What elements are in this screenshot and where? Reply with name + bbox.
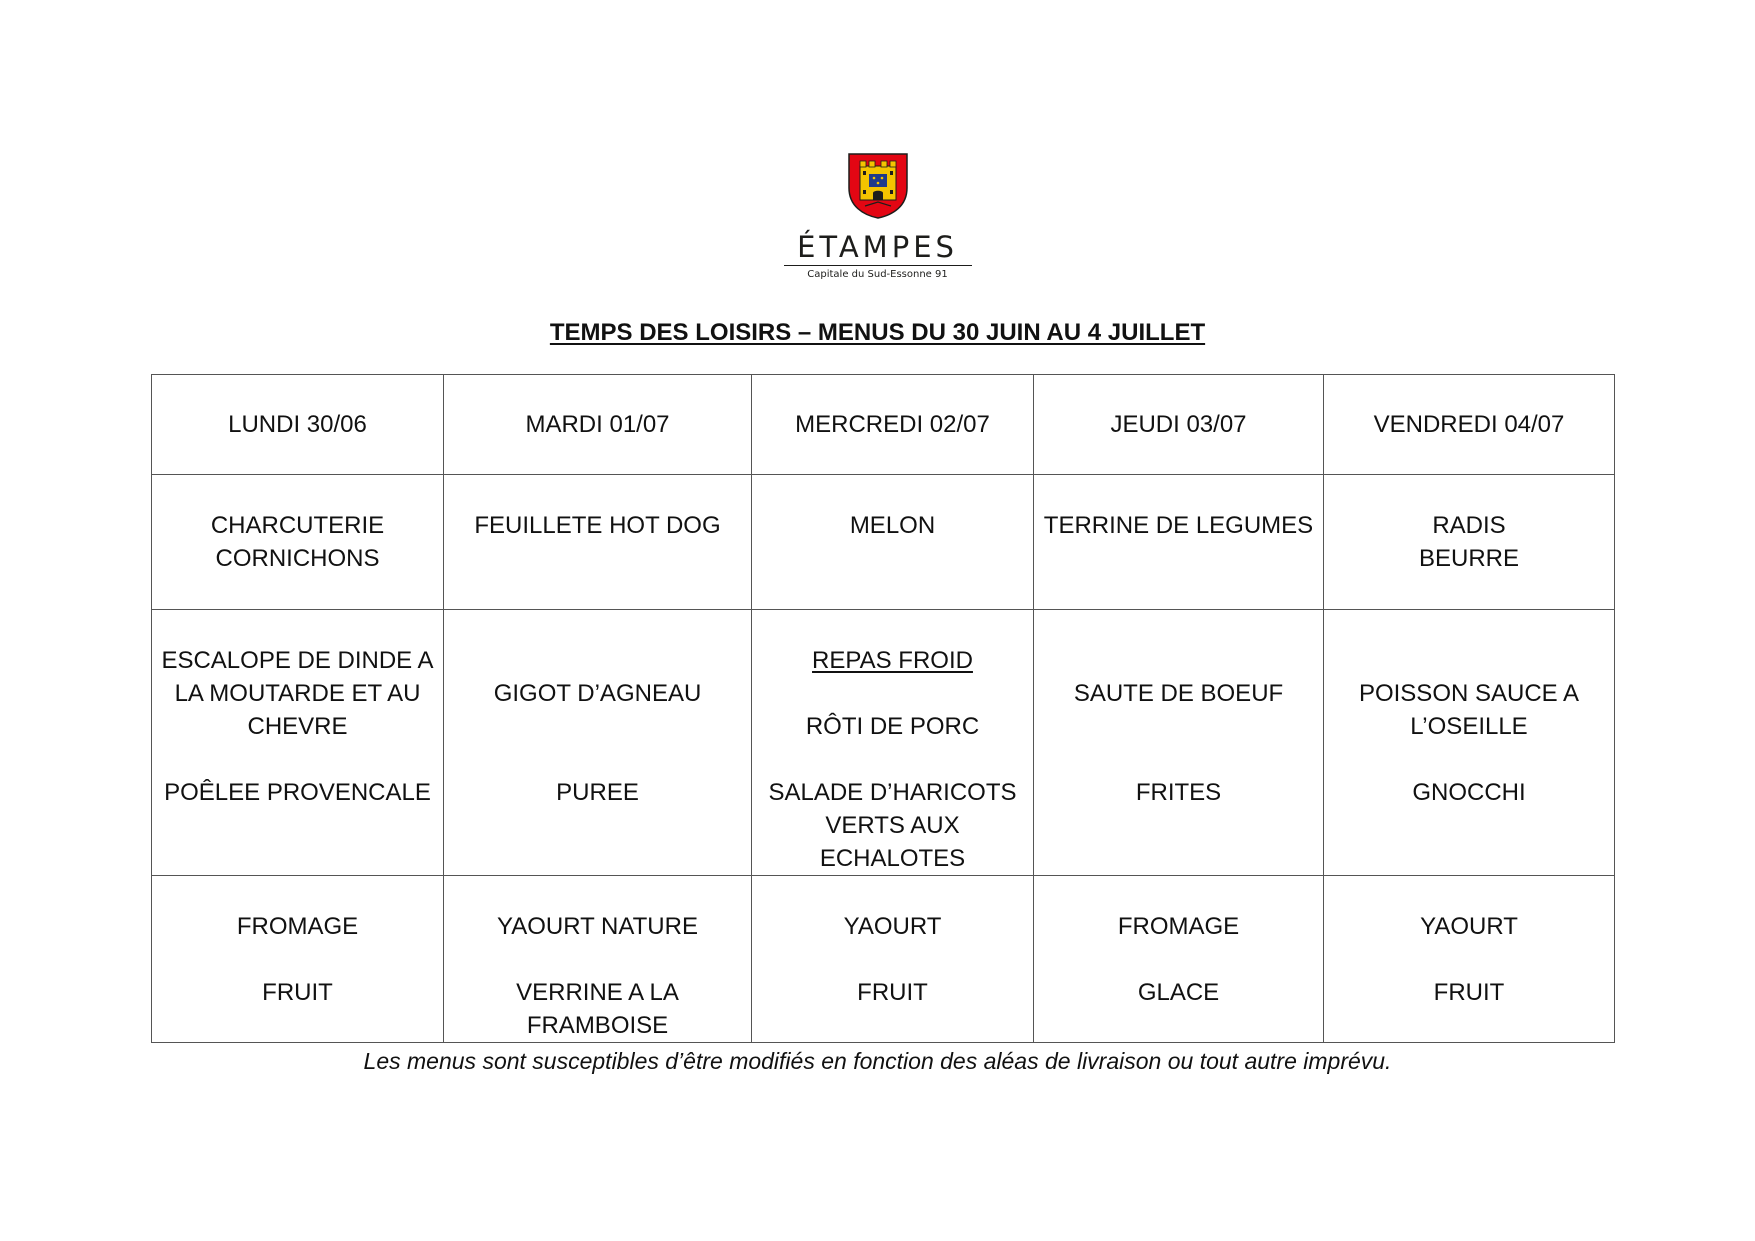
etampes-crest-icon (847, 152, 909, 220)
dairy-item: YAOURT (843, 913, 942, 940)
starter-cell-tuesday (444, 475, 752, 610)
day-header-thursday: JEUDI 03/07 (1034, 375, 1324, 475)
city-tagline: Capitale du Sud-Essonne 91 (807, 269, 948, 280)
dessert-item: VERRINE A LA FRAMBOISE (516, 979, 679, 1039)
day-header-tuesday: MARDI 01/07 (444, 375, 752, 475)
starter-item: CHARCUTERIE (210, 512, 385, 539)
dessert-cell-friday (1324, 876, 1615, 1043)
starter-cell-friday (1324, 475, 1615, 610)
main-course-row (152, 610, 1615, 876)
logo-divider (784, 265, 972, 266)
dairy-item: YAOURT NATURE (497, 913, 698, 940)
starter-cell-wednesday (752, 475, 1034, 610)
dessert-item: FRUIT (1433, 979, 1505, 1006)
side-dish: POÊLEE PROVENCALE (164, 779, 431, 806)
starter-item: MELON (849, 512, 936, 539)
starter-item: RADIS (1432, 512, 1506, 539)
side-dish: SALADE D’HARICOTS VERTS AUX ECHALOTES (768, 779, 1017, 872)
main-dish: SAUTE DE BOEUF (1073, 680, 1284, 707)
main-cell-friday (1324, 610, 1615, 876)
city-name: ÉTAMPES (797, 230, 958, 264)
main-dish: RÔTI DE PORC (805, 713, 980, 740)
main-dish: GIGOT D’AGNEAU (493, 680, 702, 707)
main-cell-tuesday (444, 610, 752, 876)
dessert-cell-thursday (1034, 876, 1324, 1043)
main-dish: POISSON SAUCE A L’OSEILLE (1358, 680, 1580, 740)
dessert-item: GLACE (1137, 979, 1220, 1006)
dessert-item: FRUIT (262, 979, 333, 1006)
starter-cell-thursday (1034, 475, 1324, 610)
menu-disclaimer: Les menus sont susceptibles d’être modifiés en fonction des aléas de livraison ou tout autre imprévu. (363, 1048, 1392, 1074)
main-cell-thursday (1034, 610, 1324, 876)
starter-cell-monday (152, 475, 444, 610)
day-header-wednesday: MERCREDI 02/07 (752, 375, 1034, 475)
dessert-cell-wednesday (752, 876, 1034, 1043)
dessert-item: FRUIT (857, 979, 928, 1006)
starters-row (152, 475, 1615, 610)
cold-meal-label: REPAS FROID (812, 647, 973, 674)
starter-item: CORNICHONS (215, 545, 380, 572)
city-logo (0, 152, 1755, 281)
menu-title: TEMPS DES LOISIRS – MENUS DU 30 JUIN AU 4 JUILLET (549, 319, 1206, 346)
dairy-item: FROMAGE (236, 913, 359, 940)
main-cell-wednesday (752, 610, 1034, 876)
starter-item: TERRINE DE LEGUMES (1043, 512, 1314, 539)
dairy-item: FROMAGE (1117, 913, 1240, 940)
side-dish: FRITES (1135, 779, 1222, 806)
weekly-menu-table (151, 374, 1615, 1043)
dairy-item: YAOURT (1420, 913, 1518, 940)
dessert-row (152, 876, 1615, 1043)
main-dish: ESCALOPE DE DINDE A LA MOUTARDE ET AU CHEVRE (161, 647, 434, 740)
day-header-monday: LUNDI 30/06 (152, 375, 444, 475)
starter-item: BEURRE (1418, 545, 1520, 572)
day-header-row (152, 375, 1615, 475)
dessert-cell-monday (152, 876, 444, 1043)
starter-item: FEUILLETE HOT DOG (474, 512, 721, 539)
day-header-friday: VENDREDI 04/07 (1324, 375, 1615, 475)
side-dish: PUREE (556, 779, 639, 806)
main-cell-monday (152, 610, 444, 876)
side-dish: GNOCCHI (1412, 779, 1526, 806)
dessert-cell-tuesday (444, 876, 752, 1043)
